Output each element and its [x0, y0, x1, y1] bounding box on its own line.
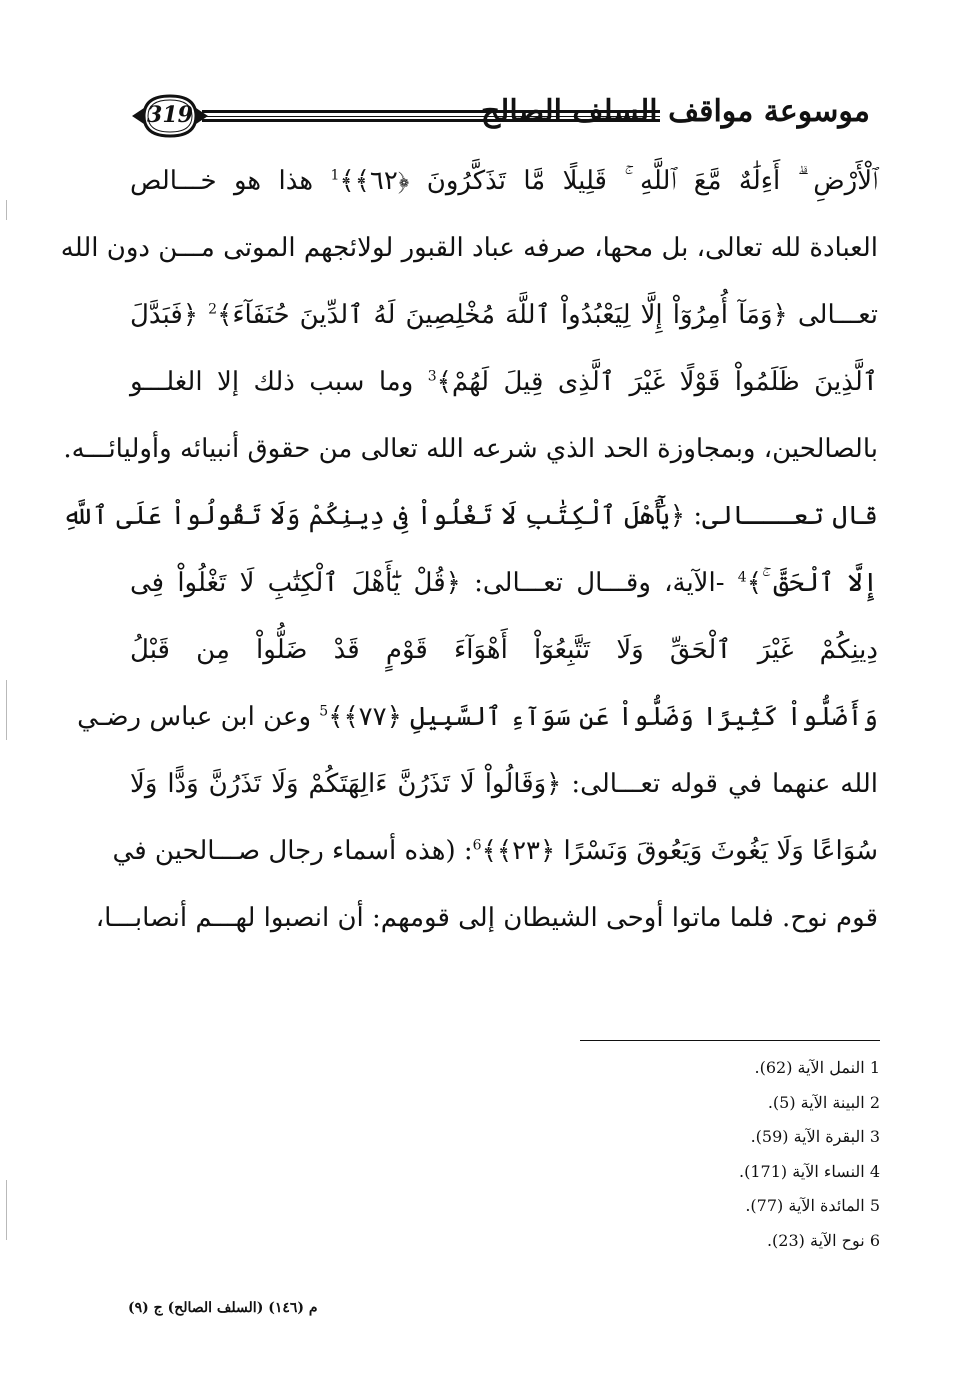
main-text	[60, 148, 879, 952]
quran-verse: إِلَّا ٱلْحَقَّ ۚ﴾	[746, 568, 879, 598]
footnote-ref: 4	[737, 569, 747, 586]
book-title: موسوعة مواقف السلف الصالح	[480, 94, 870, 129]
footnote-ref: 5	[319, 703, 329, 720]
quran-verse: ٱلَّذِينَ ظَلَمُواْ قَوْلًا غَيْرَ ٱلَّذِى قِيلَ لَهُمْ﴾	[436, 367, 878, 397]
footnote-ref: 3	[427, 368, 437, 385]
footnotes	[580, 1051, 880, 1258]
text-line: العبادة لله تعالى، بل محها، صرفه عباد القبور لولائجهم الموتى مـــن دون الله	[60, 233, 878, 263]
quran-verse: ﴿فَبَدَّلَ	[130, 300, 199, 330]
text-line: ٱلْأَرْضِ ۗ أَءِلَٰهٌ مَّعَ ٱللَّهِ ۚ قَلِيلًا مَّا تَذَكَّرُونَ ﴿٦٢﴾﴾$^1$ هذا هو خـــالص	[130, 166, 879, 196]
text-segment: وما سبب ذلك إلا الغلـــو	[130, 367, 414, 397]
text-line	[130, 349, 878, 416]
text-line: بالصالحين، وبمجاوزة الحد الذي شرعه الله تعالى من حقوق أنبيائه وأوليائـــه.	[63, 434, 878, 464]
printer-signature: م (١٤٦) (السلف الصالح) ج (٩)	[128, 1300, 318, 1316]
scan-edge-marks	[6, 200, 8, 1300]
page-number-badge	[130, 90, 210, 142]
text-segment: هذا هو خـــالص	[130, 166, 314, 196]
quran-verse: تعـــالى ﴿وَمَآ أُمِرُوٓاْ إِلَّا لِيَعْبُدُواْ ٱللَّهَ مُخْلِصِينَ لَهُ ٱلدِّينَ حُنَفَآءَ﴾	[217, 300, 879, 330]
text-line	[130, 282, 878, 349]
quran-verse: سُوَاعًا وَلَا يَغُوثَ وَيَعُوقَ وَنَسْرًا ﴿٢٣﴾	[496, 836, 878, 866]
footnote: 2 البينة الآية (5).	[767, 1092, 880, 1112]
quran-verse: ٱلْأَرْضِ ۗ أَءِلَٰهٌ مَّعَ ٱللَّهِ ۚ قَلِيلًا مَّا تَذَكَّرُونَ ﴿٦٢﴾	[354, 166, 879, 196]
footnote-ref: 2	[208, 301, 218, 318]
text-line: قال تعـــالى: ﴿يَٰٓأَهْلَ ٱلْكِتَٰبِ لَا تَغْلُواْ فِى دِينِكُمْ وَلَا تَقُولُواْ عَلَى ٱللَّهِ	[62, 501, 878, 531]
text-line: قوم نوح. فلما ماتوا أوحى الشيطان إلى قومهم: أن انصبوا لهـــم أنصابـــا،	[95, 903, 878, 933]
text-line: الله عنهما في قوله تعـــالى: ﴿وَقَالُواْ لَا تَذَرُنَّ ءَالِهَتَكُمْ وَلَا تَذَرُنَّ وَدًّا وَلَا	[130, 769, 878, 799]
quran-verse: وَأَضَلُّواْ كَثِيرًا وَضَلُّواْ عَن سَوَآءِ ٱلسَّبِيلِ ﴿٧٧﴾	[343, 702, 878, 732]
page-header	[130, 88, 870, 148]
footnote: 3 البقرة الآية (59).	[750, 1127, 880, 1146]
footnote-ref: 1	[330, 167, 340, 184]
text-line: وَأَضَلُّواْ كَثِيرًا وَضَلُّواْ عَن سَوَآءِ ٱلسَّبِيلِ ﴿٧٧﴾﴾$^5$ وعن ابن عباس رضـي	[77, 702, 878, 732]
text-segment: وعن ابن عباس رضـي	[77, 702, 312, 732]
text-line: سُوَاعًا وَلَا يَغُوثَ وَيَعُوقَ وَنَسْرًا ﴿٢٣﴾﴾$^6$: (هذه أسماء رجال صـــالحين في	[112, 836, 878, 866]
text-segment: : (هذه أسماء رجال صـــالحين في	[112, 836, 473, 866]
footnote: 1 النمل الآية (62).	[754, 1058, 880, 1077]
text-line	[130, 550, 878, 617]
footnote: 4 النساء الآية (171).	[739, 1161, 880, 1181]
footnote: 5 المائدة الآية (77).	[745, 1196, 880, 1215]
text-line: دِينِكُمْ غَيْرَ ٱلْحَقِّ وَلَا تَتَّبِعُوٓاْ أَهْوَآءَ قَوْمٍ قَدْ ضَلُّواْ مِن قَبْلُ	[130, 635, 878, 665]
text-segment: -الآية، وقـــال تعـــالى: ﴿قُلْ يَٰٓأَهْلَ ٱلْكِتَٰبِ لَا تَغْلُواْ فِى	[130, 568, 725, 598]
footnote-separator	[580, 1040, 880, 1041]
footnote: 6 نوح الآية (23).	[766, 1230, 880, 1250]
page-number: 319	[147, 102, 193, 128]
footnote-ref: 6	[472, 837, 482, 854]
